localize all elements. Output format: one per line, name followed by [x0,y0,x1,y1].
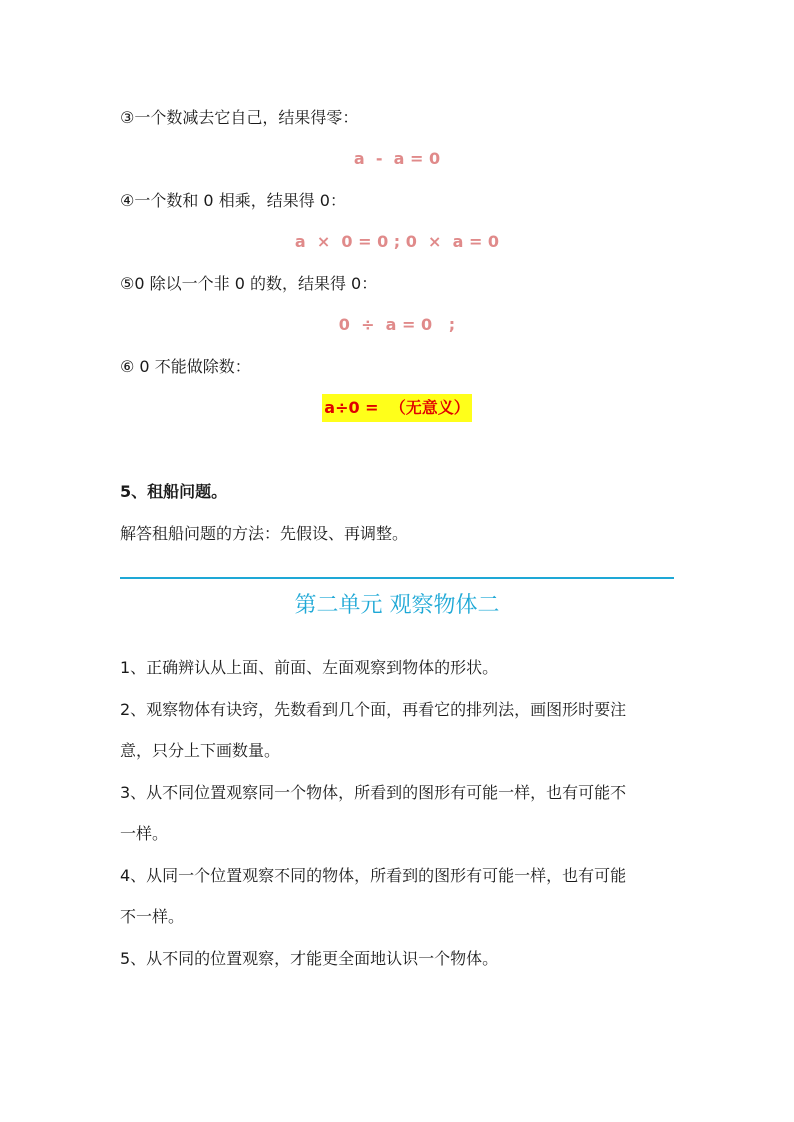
unit-2-item-1: 1、正确辨认从上面、前面、左面观察到物体的形状。 [120,658,499,677]
section-divider [120,577,674,579]
rule-4-formula: a × 0 = 0 ; 0 × a = 0 [294,232,500,251]
rule-5-text: ⑤0 除以一个非 0 的数，结果得 0： [120,274,378,293]
unit-2-item-4-line-2: 不一样。 [120,907,185,926]
unit-2-title: 第二单元 观察物体二 [294,593,500,618]
unit-2-item-2-line-2: 意，只分上下画数量。 [120,741,281,760]
unit-2-item-4-line-1: 4、从同一个位置观察不同的物体，所看到的图形有可能一样，也有可能 [120,866,627,885]
rule-6-formula-wrap [0,394,794,422]
rule-3-formula: a - a = 0 [353,149,441,168]
unit-2-item-2-line-1: 2、观察物体有诀窍，先数看到几个面，再看它的排列法，画图形时要注 [120,700,627,719]
rule-5-formula: 0 ÷ a = 0 ; [338,315,456,334]
rule-3-text: ③一个数减去它自己，结果得零： [120,108,359,127]
section-5-body: 解答租船问题的方法：先假设、再调整。 [120,524,409,543]
rule-6-text: ⑥ 0 不能做除数： [120,357,251,376]
rule-6-formula: a÷0 = （无意义） [322,394,471,422]
unit-2-item-3-line-2: 一样。 [120,824,169,843]
rule-4-text: ④一个数和 0 相乘，结果得 0： [120,191,346,210]
unit-2-item-3-line-1: 3、从不同位置观察同一个物体，所看到的图形有可能一样，也有可能不 [120,783,627,802]
section-5-heading: 5、租船问题。 [120,482,228,501]
unit-2-item-5: 5、从不同的位置观察，才能更全面地认识一个物体。 [120,949,499,968]
